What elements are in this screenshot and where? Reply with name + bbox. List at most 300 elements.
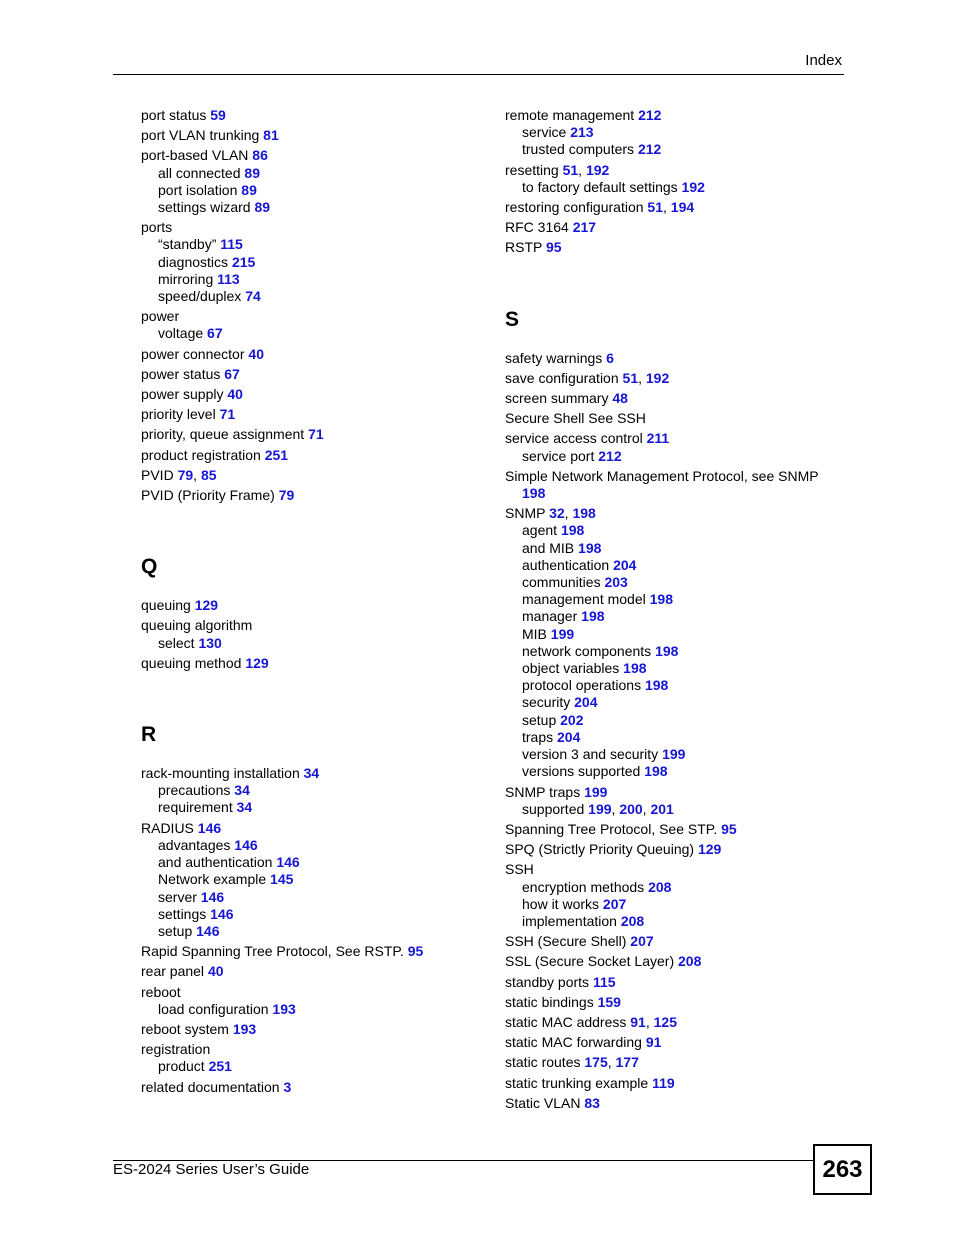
index-term: port-based VLAN bbox=[141, 147, 253, 164]
index-entry-line bbox=[141, 127, 481, 144]
index-entry bbox=[505, 162, 835, 196]
page-ref-link[interactable]: 146 bbox=[234, 836, 258, 853]
index-term: version 3 and security bbox=[522, 746, 663, 763]
page-ref-link[interactable]: 115 bbox=[220, 236, 243, 253]
index-term: settings bbox=[158, 905, 211, 922]
index-term: port status bbox=[141, 107, 211, 123]
page-ref-link[interactable]: 199 bbox=[588, 800, 612, 817]
index-term: SSH (Secure Shell) bbox=[505, 933, 631, 950]
index-term: Static VLAN bbox=[505, 1094, 585, 1111]
page-ref-link[interactable]: 193 bbox=[272, 1000, 296, 1017]
index-term: load configuration bbox=[158, 1000, 273, 1017]
index-subentry bbox=[505, 141, 835, 158]
index-entry-line bbox=[505, 162, 835, 179]
index-entry-line bbox=[505, 219, 835, 236]
footer-doc-title: ES-2024 Series User’s Guide bbox=[113, 1161, 310, 1178]
index-term: RSTP bbox=[505, 239, 546, 256]
index-entry bbox=[505, 199, 835, 216]
page-ref-link[interactable]: 251 bbox=[264, 446, 289, 463]
index-term: requirement bbox=[158, 799, 237, 816]
index-entry-line bbox=[141, 219, 481, 236]
page-ref-link[interactable]: 198 bbox=[572, 505, 596, 522]
page-ref-link[interactable]: 146 bbox=[210, 905, 234, 922]
page-ref-link[interactable]: 203 bbox=[604, 574, 628, 591]
index-entry-line bbox=[505, 485, 835, 502]
index-subentry bbox=[141, 325, 481, 342]
page-ref-link[interactable]: 202 bbox=[560, 711, 584, 728]
page-ref-link[interactable]: 200 bbox=[619, 800, 643, 817]
page-ref-link[interactable]: 212 bbox=[637, 141, 662, 158]
ref-separator: , bbox=[663, 199, 671, 216]
index-term: and MIB bbox=[522, 539, 579, 556]
page-ref-link[interactable]: 34 bbox=[236, 799, 253, 816]
page-ref-link[interactable]: 198 bbox=[560, 522, 585, 539]
index-term: RADIUS bbox=[141, 819, 198, 836]
index-subentry bbox=[141, 165, 481, 182]
index-term: related documentation bbox=[141, 1078, 284, 1095]
page-ref-link[interactable]: 204 bbox=[574, 694, 598, 711]
ref-separator: , bbox=[642, 800, 651, 817]
index-term: to factory default settings bbox=[522, 178, 682, 195]
index-subentry bbox=[505, 557, 835, 574]
index-term: static bindings bbox=[505, 993, 598, 1010]
index-subentry bbox=[505, 448, 835, 465]
index-term: management model bbox=[522, 591, 650, 608]
page-ref-link[interactable]: 146 bbox=[276, 854, 300, 871]
page-ref-link[interactable]: 207 bbox=[630, 933, 654, 950]
index-subentry bbox=[141, 182, 481, 199]
index-entry-line bbox=[505, 370, 835, 387]
index-term: screen summary bbox=[505, 390, 613, 407]
index-entry-line bbox=[505, 350, 835, 367]
page-ref-link[interactable]: 95 bbox=[721, 820, 737, 837]
index-term: safety warnings bbox=[505, 349, 607, 366]
index-entry bbox=[505, 219, 835, 236]
page-ref-link[interactable]: 129 bbox=[245, 654, 269, 671]
index-term: mirroring bbox=[158, 270, 218, 287]
page-ref-link[interactable]: 59 bbox=[210, 107, 226, 123]
page-ref-link[interactable]: 40 bbox=[207, 963, 224, 980]
index-term: agent bbox=[522, 522, 561, 539]
index-entry-line bbox=[505, 1014, 835, 1031]
index-entry bbox=[505, 784, 835, 818]
index-term: speed/duplex bbox=[158, 288, 246, 305]
index-entry-line bbox=[505, 430, 835, 447]
page-ref-link[interactable]: 175 bbox=[584, 1054, 608, 1071]
index-entry-line bbox=[141, 386, 481, 403]
index-entry bbox=[505, 370, 835, 387]
page-ref-link[interactable]: 83 bbox=[584, 1094, 600, 1111]
page-ref-link[interactable]: 193 bbox=[232, 1020, 257, 1037]
index-entry-line bbox=[505, 841, 835, 858]
index-term: PVID (Priority Frame) bbox=[141, 487, 279, 504]
index-term: MIB bbox=[522, 625, 551, 642]
index-subentry bbox=[141, 782, 481, 799]
index-term: manager bbox=[522, 608, 582, 625]
index-entry-line bbox=[505, 821, 835, 838]
index-entry bbox=[141, 127, 481, 144]
index-subentry bbox=[505, 574, 835, 591]
index-section-letter: S bbox=[505, 307, 520, 331]
index-entry bbox=[505, 994, 835, 1011]
index-term: authentication bbox=[522, 556, 614, 573]
page-ref-link[interactable]: 85 bbox=[200, 466, 217, 483]
index-entry-line bbox=[505, 199, 835, 216]
page-ref-link[interactable]: 145 bbox=[270, 871, 294, 888]
index-term: traps bbox=[522, 728, 558, 745]
index-subentry bbox=[141, 889, 481, 906]
page-ref-link[interactable]: 71 bbox=[219, 406, 236, 423]
index-term: power connector bbox=[141, 345, 249, 362]
index-term: service port bbox=[522, 447, 599, 464]
page-ref-link[interactable]: 71 bbox=[308, 426, 324, 443]
index-column-left bbox=[141, 107, 481, 1099]
index-entry-line bbox=[141, 597, 481, 614]
page-ref-link[interactable]: 81 bbox=[263, 127, 279, 144]
page-ref-link[interactable]: 95 bbox=[407, 943, 424, 960]
ref-separator: , bbox=[645, 1013, 654, 1030]
index-entry-line bbox=[141, 467, 481, 484]
index-subentry bbox=[505, 801, 835, 818]
page-ref-link[interactable]: 91 bbox=[630, 1013, 646, 1030]
index-subentry bbox=[141, 837, 481, 854]
page-ref-link[interactable]: 67 bbox=[224, 365, 240, 382]
index-term: static MAC address bbox=[505, 1013, 631, 1030]
index-entry-line bbox=[141, 820, 481, 837]
page-ref-link[interactable]: 89 bbox=[244, 164, 260, 181]
index-term: SNMP bbox=[505, 505, 550, 522]
index-term: Simple Network Management Protocol, see SNMP bbox=[505, 467, 819, 484]
index-subentry bbox=[505, 660, 835, 677]
index-entry bbox=[505, 390, 835, 407]
page-ref-link[interactable]: 34 bbox=[303, 765, 320, 782]
page-ref-link[interactable]: 119 bbox=[652, 1074, 675, 1091]
index-subentry bbox=[505, 124, 835, 141]
index-entry-line bbox=[141, 426, 481, 443]
index-entry bbox=[141, 963, 481, 980]
index-entry-line bbox=[141, 366, 481, 383]
index-term: static trunking example bbox=[505, 1074, 653, 1091]
index-entry bbox=[505, 350, 835, 367]
index-entry bbox=[505, 953, 835, 970]
page-ref-link[interactable]: 89 bbox=[241, 181, 257, 198]
index-subentry bbox=[505, 746, 835, 763]
index-entry bbox=[505, 239, 835, 256]
index-term: Rapid Spanning Tree Protocol, See RSTP. bbox=[141, 943, 408, 960]
index-entry bbox=[141, 366, 481, 383]
index-subentry bbox=[505, 522, 835, 539]
page-ref-link[interactable]: 217 bbox=[572, 219, 597, 236]
index-entry bbox=[505, 410, 835, 427]
page-ref-link[interactable]: 125 bbox=[653, 1013, 677, 1030]
page-ref-link[interactable]: 159 bbox=[597, 993, 621, 1010]
index-term: power bbox=[141, 308, 180, 325]
index-term: port VLAN trunking bbox=[141, 127, 264, 144]
index-subentry bbox=[505, 677, 835, 694]
index-term: product registration bbox=[141, 446, 265, 463]
index-term: rear panel bbox=[141, 963, 208, 980]
index-term: setup bbox=[158, 922, 197, 939]
page-ref-link[interactable]: 208 bbox=[620, 912, 645, 929]
index-entry bbox=[505, 1095, 835, 1112]
index-entry bbox=[505, 1075, 835, 1092]
ref-separator: , bbox=[611, 800, 620, 817]
index-term: versions supported bbox=[522, 763, 645, 780]
page-ref-link[interactable]: 113 bbox=[217, 270, 240, 287]
index-subentry bbox=[141, 236, 481, 253]
header-rule bbox=[113, 74, 844, 75]
page-ref-link[interactable]: 199 bbox=[550, 625, 575, 642]
index-entry bbox=[505, 841, 835, 858]
index-term: Network example bbox=[158, 871, 271, 888]
page-ref-link[interactable]: 213 bbox=[570, 124, 594, 141]
page-ref-link[interactable]: 212 bbox=[638, 107, 662, 123]
ref-separator: , bbox=[564, 505, 573, 522]
page-ref-link[interactable]: 207 bbox=[602, 895, 627, 912]
index-entry bbox=[505, 974, 835, 991]
page-ref-link[interactable]: 48 bbox=[612, 390, 628, 407]
index-term: and authentication bbox=[158, 854, 277, 871]
page-ref-link[interactable]: 67 bbox=[207, 325, 223, 342]
page-ref-link[interactable]: 91 bbox=[645, 1034, 662, 1051]
page-ref-link[interactable]: 204 bbox=[557, 728, 581, 745]
index-entry bbox=[141, 107, 481, 124]
page-ref-link[interactable]: 34 bbox=[234, 782, 250, 799]
index-term: product bbox=[158, 1058, 209, 1075]
index-entry-line bbox=[505, 1075, 835, 1092]
index-term: security bbox=[522, 694, 575, 711]
page-ref-link[interactable]: 51 bbox=[562, 161, 579, 178]
index-entry-line bbox=[505, 468, 835, 485]
page-ref-link[interactable]: 204 bbox=[613, 556, 637, 573]
index-subentry bbox=[141, 1001, 481, 1018]
index-subentry bbox=[505, 763, 835, 780]
index-entry-line bbox=[141, 447, 481, 464]
index-term: rack-mounting installation bbox=[141, 765, 304, 782]
index-entry-line bbox=[505, 994, 835, 1011]
page-ref-link[interactable]: 129 bbox=[697, 841, 722, 858]
index-entry-line bbox=[141, 1021, 481, 1038]
index-term: Spanning Tree Protocol, See STP. bbox=[505, 820, 722, 837]
index-term: server bbox=[158, 888, 201, 905]
page-ref-link[interactable]: 198 bbox=[644, 677, 669, 694]
index-entry-line bbox=[141, 1079, 481, 1096]
page-ref-link[interactable]: 194 bbox=[670, 199, 695, 216]
page-ref-link[interactable]: 212 bbox=[598, 447, 622, 464]
page-ref-link[interactable]: 208 bbox=[678, 953, 702, 970]
index-entry bbox=[141, 820, 481, 940]
index-term: power status bbox=[141, 365, 225, 382]
index-term: SSH bbox=[505, 861, 534, 878]
index-entry bbox=[141, 984, 481, 1018]
index-term: remote management bbox=[505, 107, 639, 123]
index-subentry bbox=[505, 608, 835, 625]
index-entry bbox=[505, 1034, 835, 1051]
page-ref-link[interactable]: 79 bbox=[177, 466, 194, 483]
page-ref-link[interactable]: 146 bbox=[196, 922, 220, 939]
page-ref-link[interactable]: 95 bbox=[545, 239, 562, 256]
index-term: how it works bbox=[522, 895, 603, 912]
index-entry bbox=[141, 467, 481, 484]
index-entry-line bbox=[141, 308, 481, 325]
page-ref-link[interactable]: 6 bbox=[606, 349, 614, 366]
index-entry bbox=[505, 107, 835, 159]
page-ref-link[interactable]: 177 bbox=[615, 1054, 639, 1071]
index-term: reboot bbox=[141, 983, 181, 1000]
index-entry-line bbox=[141, 346, 481, 363]
index-entry bbox=[141, 487, 481, 504]
page-ref-link[interactable]: 198 bbox=[644, 763, 668, 780]
index-term: trusted computers bbox=[522, 141, 638, 158]
index-entry bbox=[141, 1041, 481, 1075]
index-entry-line bbox=[141, 107, 481, 124]
index-term: SPQ (Strictly Priority Queuing) bbox=[505, 841, 698, 858]
index-entry-line bbox=[505, 1034, 835, 1051]
page-ref-link[interactable]: 199 bbox=[584, 783, 608, 800]
page-ref-link[interactable]: 251 bbox=[208, 1058, 232, 1075]
index-term: port isolation bbox=[158, 181, 242, 198]
page-ref-link[interactable]: 74 bbox=[245, 288, 261, 305]
page-ref-link[interactable]: 32 bbox=[549, 505, 565, 522]
index-term: SNMP traps bbox=[505, 783, 585, 800]
index-term: all connected bbox=[158, 164, 245, 181]
index-subentry bbox=[505, 540, 835, 557]
index-entry-line bbox=[505, 1095, 835, 1112]
index-term: save configuration bbox=[505, 369, 623, 386]
page-ref-link[interactable]: 51 bbox=[647, 199, 663, 216]
index-entry-line bbox=[141, 963, 481, 980]
index-term: restoring configuration bbox=[505, 199, 648, 216]
index-entry bbox=[141, 1021, 481, 1038]
index-entry bbox=[141, 219, 481, 305]
page-ref-link[interactable]: 201 bbox=[650, 800, 674, 817]
index-entry bbox=[141, 426, 481, 443]
page-ref-link[interactable]: 211 bbox=[646, 430, 670, 447]
index-entry bbox=[141, 617, 481, 651]
page-ref-link[interactable]: 3 bbox=[283, 1078, 292, 1095]
index-subentry bbox=[505, 913, 835, 930]
index-entry bbox=[505, 821, 835, 838]
page-ref-link[interactable]: 115 bbox=[592, 973, 616, 990]
page-ref-link[interactable]: 198 bbox=[655, 642, 679, 659]
ref-separator: , bbox=[607, 1054, 616, 1071]
index-term: object variables bbox=[522, 660, 624, 677]
index-column-right bbox=[505, 107, 835, 1115]
index-entry bbox=[141, 1079, 481, 1096]
index-subentry bbox=[141, 923, 481, 940]
index-term: advantages bbox=[158, 836, 235, 853]
index-subentry bbox=[505, 179, 835, 196]
page-ref-link[interactable]: 215 bbox=[231, 253, 256, 270]
index-entry-line bbox=[141, 617, 481, 634]
index-subentry bbox=[141, 906, 481, 923]
page-ref-link[interactable]: 198 bbox=[578, 539, 602, 556]
page-ref-link[interactable]: 199 bbox=[662, 746, 686, 763]
index-term: implementation bbox=[522, 912, 621, 929]
index-term: standby ports bbox=[505, 973, 593, 990]
index-entry bbox=[141, 308, 481, 342]
index-entry-line bbox=[505, 107, 835, 124]
page-ref-link[interactable]: 89 bbox=[254, 199, 271, 216]
index-term: Secure Shell See SSH bbox=[505, 410, 646, 427]
index-term: “standby” bbox=[158, 236, 221, 253]
index-term: voltage bbox=[158, 325, 208, 342]
page-ref-link[interactable]: 192 bbox=[645, 369, 670, 386]
page-ref-link[interactable]: 51 bbox=[622, 369, 639, 386]
index-subentry bbox=[141, 254, 481, 271]
index-term: network components bbox=[522, 642, 656, 659]
index-section-letter: R bbox=[141, 723, 157, 747]
index-entry bbox=[141, 386, 481, 403]
index-subentry bbox=[505, 643, 835, 660]
page-ref-link[interactable]: 146 bbox=[200, 888, 225, 905]
index-term: setup bbox=[522, 711, 561, 728]
page-ref-link[interactable]: 79 bbox=[278, 487, 295, 504]
page-ref-link[interactable]: 86 bbox=[252, 147, 268, 164]
index-entry-line bbox=[141, 984, 481, 1001]
page-ref-link[interactable]: 130 bbox=[198, 634, 222, 651]
page-ref-link[interactable]: 198 bbox=[581, 608, 605, 625]
index-entry-line bbox=[141, 147, 481, 164]
index-entry bbox=[505, 468, 835, 502]
index-term: static MAC forwarding bbox=[505, 1034, 646, 1051]
index-term: supported bbox=[522, 800, 589, 817]
index-term: RFC 3164 bbox=[505, 219, 573, 236]
index-entry-line bbox=[505, 505, 835, 522]
index-subentry bbox=[141, 271, 481, 288]
index-subentry bbox=[141, 635, 481, 652]
index-term: priority, queue assignment bbox=[141, 426, 309, 443]
index-term: queuing bbox=[141, 597, 195, 614]
index-entry-line bbox=[505, 390, 835, 407]
index-entry-line bbox=[505, 239, 835, 256]
page-ref-link[interactable]: 192 bbox=[585, 161, 610, 178]
index-entry bbox=[505, 933, 835, 950]
index-term: service access control bbox=[505, 430, 647, 447]
index-entry-line bbox=[141, 1041, 481, 1058]
index-entry-line bbox=[505, 953, 835, 970]
index-entry bbox=[141, 765, 481, 817]
index-subentry bbox=[505, 896, 835, 913]
index-term: registration bbox=[141, 1041, 211, 1058]
index-entry bbox=[141, 406, 481, 423]
index-entry-line bbox=[505, 974, 835, 991]
index-subentry bbox=[505, 591, 835, 608]
page-ref-link[interactable]: 208 bbox=[648, 878, 672, 895]
page-ref-link[interactable]: 198 bbox=[522, 485, 546, 502]
page-ref-link[interactable]: 198 bbox=[649, 591, 673, 608]
page-ref-link[interactable]: 146 bbox=[197, 819, 222, 836]
page-ref-link[interactable]: 192 bbox=[681, 178, 705, 195]
index-entry bbox=[505, 505, 835, 780]
page-number: 263 bbox=[813, 1144, 872, 1195]
index-entry bbox=[505, 1014, 835, 1031]
index-term: encryption methods bbox=[522, 878, 649, 895]
index-entry bbox=[141, 447, 481, 464]
index-subentry bbox=[505, 879, 835, 896]
page-ref-link[interactable]: 129 bbox=[194, 597, 219, 614]
index-term: service bbox=[522, 124, 571, 141]
page-ref-link[interactable]: 198 bbox=[623, 660, 647, 677]
page-ref-link[interactable]: 40 bbox=[227, 386, 243, 403]
page-ref-link[interactable]: 40 bbox=[248, 345, 264, 362]
index-term: power supply bbox=[141, 386, 228, 403]
index-entry-line bbox=[505, 784, 835, 801]
index-entry-line bbox=[141, 487, 481, 504]
index-term: settings wizard bbox=[158, 199, 255, 216]
index-entry bbox=[505, 430, 835, 464]
index-subentry bbox=[141, 799, 481, 816]
